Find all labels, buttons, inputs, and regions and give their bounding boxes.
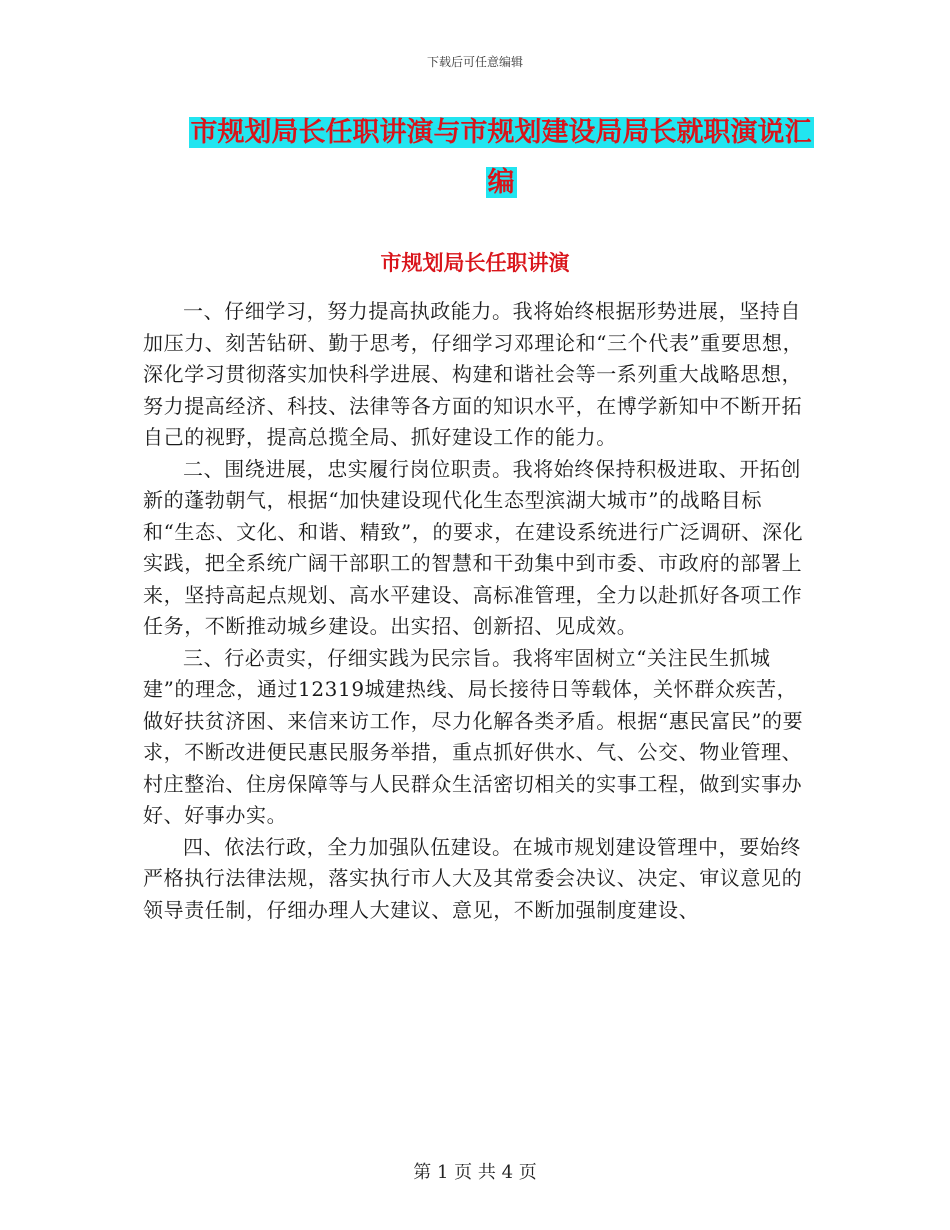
- document-title-line-2: [186, 158, 816, 208]
- title-highlight-2: 编: [487, 167, 515, 198]
- paragraph-2: 二、围绕进展，忠实履行岗位职责。我将始终保持积极进取、开拓创新的蓬勃朝气，根据“加快建设现代化生态型滨湖大城市”的战略目标和“生态、文化、和谐、精致”，的要求，在建设系统进行广泛调研、深化实践，把全系统广阔干部职工的智慧和干劲集中到市委、市政府的部署上来，坚持高起点规划、高水平建设、高标准管理，全力以赴抓好各项工作任务，不断推动城乡建设。出实招、创新招、见成效。: [143, 456, 804, 638]
- document-title-line-1: [186, 108, 816, 158]
- paragraph-4: 四、依法行政，全力加强队伍建设。在城市规划建设管理中，要始终严格执行法律法规，落实执行市人大及其常委会决议、决定、审议意见的领导责任制，仔细办理人大建议、意见，不断加强制度建设、: [143, 834, 803, 922]
- title-highlight-1: 市规划局长任职讲演与市规划建设局局长就职演说汇: [190, 117, 812, 148]
- document-title: [186, 108, 816, 208]
- page-number-footer: 第 1 页 共 4 页: [413, 1162, 537, 1183]
- paragraph-1: 一、仔细学习，努力提高执政能力。我将始终根据形势进展，坚持自加压力、刻苦钻研、勤于思考，仔细学习邓理论和“三个代表”重要思想，深化学习贯彻落实加快科学进展、构建和谐社会等一系列重大战略思想，努力提高经济、科技、法律等各方面的知识水平，在博学新知中不断开拓自己的视野，提高总揽全局、抓好建设工作的能力。: [143, 299, 804, 449]
- page-header-note: 下载后可任意编辑: [426, 55, 523, 69]
- section-heading: 市规划局长任职讲演: [380, 251, 570, 275]
- document-body: [143, 296, 810, 926]
- paragraph-3: 三、行必责实，仔细实践为民宗旨。我将牢固树立“关注民生抓城建”的理念，通过12319城建热线、局长接待日等载体，关怀群众疾苦，做好扶贫济困、来信来访工作，尽力化解各类矛盾。根据“惠民富民”的要求，不断改进便民惠民服务举措，重点抓好供水、气、公交、物业管理、村庄整治、住房保障等与人民群众生活密切相关的实事工程，做到实事办好、好事办实。: [143, 645, 804, 827]
